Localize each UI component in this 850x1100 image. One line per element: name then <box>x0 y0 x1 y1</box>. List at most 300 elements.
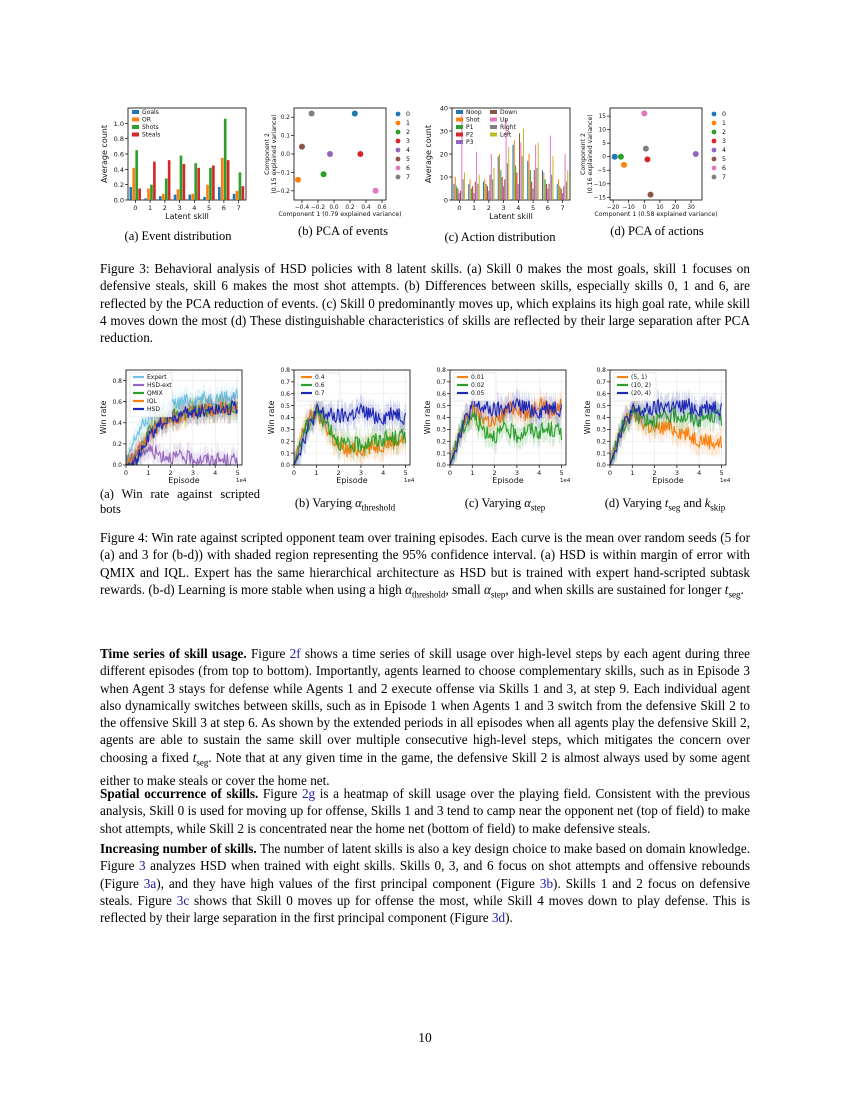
x-tick-label: 3 <box>190 469 195 477</box>
y-tick-label: 0 <box>602 154 606 161</box>
legend-label: 5 <box>722 156 726 163</box>
bar <box>483 182 484 200</box>
bar <box>566 182 567 200</box>
y-axis-label: Average count <box>100 125 109 183</box>
y-tick-label: 0.0 <box>113 196 124 205</box>
y-tick-label: 0.0 <box>436 462 446 470</box>
x-tick-label: 1 <box>472 204 477 212</box>
x-tick-label: 0 <box>133 204 138 212</box>
legend-label: 1 <box>406 120 410 127</box>
legend-marker <box>396 148 401 153</box>
bar <box>515 166 516 201</box>
y-tick-label: 0.4 <box>280 414 290 422</box>
legend-swatch <box>456 110 463 114</box>
bar <box>532 189 533 201</box>
x-tick-label: 5 <box>531 204 536 212</box>
bar <box>468 184 469 200</box>
fig3a-bar-chart <box>100 108 246 220</box>
scatter-point <box>321 171 327 177</box>
bar <box>557 184 558 200</box>
figure-ref-link[interactable]: 3c <box>176 892 190 908</box>
y-tick-label: 0.7 <box>596 379 606 387</box>
x-exponent: 1e4 <box>236 478 247 484</box>
paragraph-time-series: Time series of skill usage. Figure 2f shows a time series of skill usage over high-level steps by each agent during three different episodes (from top to bottom). Importantly, agents learned to choose complementary skills, such as in Episode 3 when Agent 3 stays for defense while Agents 1 and 2 execute offense via Skills 1 and 3, at step 9. Each individual agent also dynamically switches between skills, such as in Episode 1 when Agents 1 and 3 switch from the defensive Skill 2 to the offensive Skill 3 at step 6. As shown by the extended periods in all episodes when all agents play the defensive Skill 2, agents are able to sustain the same skill over multiple consecutive high-level steps, which mitigates the concern over choosing a fixed $t_{seg}$. Note that at any given time in the game, the defensive Skill 2 is almost always used by some agent either to make steals or cover the home net. <box>100 646 751 788</box>
y-tick-label: 0.2 <box>113 181 124 190</box>
bar <box>242 186 245 200</box>
bar <box>490 175 491 200</box>
legend-marker <box>396 121 401 126</box>
bar <box>147 189 150 201</box>
bar <box>502 177 503 200</box>
y-tick-label: 0.8 <box>436 367 446 375</box>
y-tick-label: 0.5 <box>436 402 446 410</box>
legend-label: 7 <box>406 174 410 181</box>
legend-marker <box>712 121 717 126</box>
legend-label: 3 <box>406 138 410 145</box>
bar <box>503 186 504 200</box>
y-tick-label: 0.3 <box>436 426 446 434</box>
y-axis-label-2: (0.15 explained variance) <box>271 114 278 194</box>
legend-label: (5, 1) <box>631 374 648 381</box>
bar <box>476 152 477 200</box>
legend-label: OR <box>142 116 151 124</box>
legend-label: QMIX <box>147 390 163 397</box>
x-tick-label: 4 <box>516 204 521 212</box>
x-tick-label: 0 <box>642 205 647 211</box>
bar <box>484 179 485 200</box>
y-tick-label: −5 <box>597 168 606 175</box>
legend-swatch <box>456 133 463 137</box>
x-axis-label: Episode <box>336 476 368 485</box>
bar <box>491 154 492 200</box>
x-axis-label: Component 1 (0.79 explained variance) <box>278 211 402 218</box>
y-tick-label: 0.0 <box>112 462 122 470</box>
legend-marker <box>396 112 401 117</box>
bar <box>487 186 488 200</box>
bar <box>456 186 457 200</box>
bar <box>203 197 206 200</box>
y-tick-label: 0.6 <box>113 150 124 159</box>
y-tick-label: 0.8 <box>113 135 124 144</box>
y-tick-label: 10 <box>598 127 606 134</box>
bar <box>129 187 132 200</box>
bar <box>550 136 551 200</box>
legend-label: 0.05 <box>471 390 485 397</box>
bar <box>144 198 147 200</box>
bar <box>561 189 562 201</box>
bar <box>500 170 501 200</box>
bar <box>218 187 221 200</box>
legend-marker <box>712 175 717 180</box>
bar <box>463 179 464 200</box>
fig4b-subcaption-prefix: (b) Varying <box>294 496 356 510</box>
scatter-point <box>621 162 627 168</box>
bar <box>520 143 521 201</box>
x-tick-label: 2 <box>336 469 341 477</box>
legend-marker <box>712 112 717 117</box>
bar <box>534 170 535 200</box>
bar <box>183 164 186 200</box>
figure-4-plots <box>98 362 758 487</box>
bar <box>563 186 564 200</box>
bar <box>486 184 487 200</box>
bar <box>236 191 239 200</box>
y-tick-label: 0.8 <box>280 367 290 375</box>
x-tick-label: 2 <box>168 469 173 477</box>
legend-label: 0.01 <box>471 374 485 381</box>
bar <box>523 129 524 200</box>
legend-label: Steals <box>142 131 161 139</box>
x-tick-label: 0.4 <box>361 205 371 211</box>
figure-ref-link[interactable]: 3a <box>143 875 157 891</box>
bar <box>479 175 480 200</box>
paragraph-heading: Spatial occurrence of skills. <box>100 786 259 801</box>
legend-marker <box>712 130 717 135</box>
x-tick-label: 1 <box>630 469 635 477</box>
y-tick-label: 15 <box>598 114 606 121</box>
x-tick-label: 1 <box>146 469 151 477</box>
legend-label: 1 <box>722 120 726 127</box>
x-tick-label: −0.2 <box>310 205 326 211</box>
bar <box>209 168 212 200</box>
bar <box>455 177 456 200</box>
bar <box>551 175 552 200</box>
legend-label: 2 <box>406 129 410 136</box>
legend-label: 2 <box>722 129 726 136</box>
legend-label: 0.7 <box>315 390 325 397</box>
fig3d-subcaption: (d) PCA of actions <box>610 224 704 238</box>
legend-label: 4 <box>722 147 726 154</box>
fig3d-scatter <box>580 108 726 218</box>
legend-label: Noop <box>466 109 482 116</box>
y-tick-label: 0.4 <box>112 419 122 427</box>
fig3a-subcaption: (a) Event distribution <box>124 229 232 243</box>
fig3b-subcaption: (b) PCA of events <box>298 224 388 238</box>
x-tick-label: 3 <box>358 469 363 477</box>
legend-swatch <box>132 133 139 137</box>
y-tick-label: 0.2 <box>280 438 290 446</box>
bar <box>529 154 530 200</box>
legend-label: Down <box>500 109 518 116</box>
bar <box>174 195 177 200</box>
y-tick-label: 0.2 <box>436 438 446 446</box>
figure-ref-link[interactable]: 3b <box>539 875 554 891</box>
y-tick-label: −0.1 <box>275 170 290 177</box>
legend-marker <box>396 166 401 171</box>
y-tick-label: 0.4 <box>113 165 124 174</box>
legend-swatch <box>490 133 497 137</box>
x-tick-label: 4 <box>192 204 197 212</box>
fig4d-subcaption: (d) Varying $t_{seg}$ and $k_{skip}$ <box>604 496 726 513</box>
scatter-point <box>641 110 647 116</box>
y-tick-label: 0.5 <box>280 402 290 410</box>
scatter-point <box>612 154 618 160</box>
figure-ref-link[interactable]: 3d <box>491 910 506 926</box>
bar <box>473 193 474 200</box>
scatter-point <box>643 146 649 152</box>
x-axis-label: Episode <box>492 476 524 485</box>
x-tick-label: 10 <box>656 205 664 211</box>
bar <box>512 145 513 200</box>
y-tick-label: 0.6 <box>596 390 606 398</box>
x-axis-label: Latent skill <box>165 212 209 220</box>
bar <box>460 191 461 200</box>
legend-label: 0.6 <box>315 382 325 389</box>
legend-label: 3 <box>722 138 726 145</box>
bar <box>518 184 519 200</box>
bar <box>543 172 544 200</box>
bar <box>206 185 209 200</box>
legend-marker <box>712 157 717 162</box>
legend-label: Left <box>500 131 512 139</box>
page-number: 10 <box>418 1030 432 1045</box>
bar <box>459 193 460 200</box>
legend-marker <box>712 166 717 171</box>
bar <box>233 194 236 200</box>
y-tick-label: 0.1 <box>280 133 290 140</box>
legend-swatch <box>456 118 463 122</box>
y-tick-label: 30 <box>439 127 448 136</box>
y-tick-label: 40 <box>439 104 448 113</box>
plot-frame <box>610 108 702 200</box>
fig4d-line-chart <box>583 367 731 485</box>
bar <box>546 184 547 200</box>
x-exponent: 1e4 <box>720 478 731 484</box>
y-axis-label: Component 2 <box>264 133 271 175</box>
bar <box>531 182 532 200</box>
y-axis-label: Win rate <box>99 400 108 435</box>
y-tick-label: 0.0 <box>280 462 290 470</box>
x-tick-label: 5 <box>207 204 212 212</box>
bar <box>464 172 465 200</box>
y-tick-label: 0.0 <box>280 152 290 158</box>
legend-swatch <box>490 118 497 122</box>
legend-swatch <box>456 140 463 144</box>
bar <box>545 179 546 200</box>
x-tick-label: 3 <box>177 204 182 212</box>
y-axis-label-2: (0.16 explained variance) <box>587 114 594 194</box>
legend-label: (10, 2) <box>631 382 651 389</box>
y-tick-label: 0.3 <box>280 426 290 434</box>
bar <box>547 189 548 201</box>
legend-label: 5 <box>406 156 410 163</box>
legend-label: Up <box>500 116 509 124</box>
bar <box>457 189 458 201</box>
y-tick-label: 0.8 <box>112 377 122 385</box>
x-tick-label: 3 <box>501 204 506 212</box>
legend-label: P1 <box>466 124 474 131</box>
bar <box>132 168 135 200</box>
x-tick-label: −10 <box>622 205 635 211</box>
bar <box>493 168 494 200</box>
figure-3-caption: Figure 3: Behavioral analysis of HSD policies with 8 latent skills. (a) Skill 0 makes the most goals, skill 1 focuses on defensive steals, skill 6 makes the most shot attempts. (b) Differences between skills, especially skills 0, 1 and 6, are reflected by the PCA reduction of events. (c) Skill 0 predominantly moves up, which explains its high goal rate, while skill 4 moves down the most (d) These distinguishable characteristics of skills are reflected by their large separation after PCA reduction. <box>100 261 750 346</box>
bar <box>498 156 499 200</box>
fig4b-subcaption-sub: threshold <box>361 502 396 513</box>
paragraph-heading: Increasing number of skills. <box>100 841 257 856</box>
bar <box>519 133 520 200</box>
fig4b-subcaption <box>270 496 420 516</box>
x-tick-label: −0.4 <box>294 205 310 211</box>
paragraph-spatial: Spatial occurrence of skills. Figure 2g is a heatmap of skill usage over the playing field. Consistent with the previous analysis, Skill 0 is used for moving up for offense, Skills 1 and 3 tend to camp near the opponent net (top of field) to make shot attempts, while Skill 2 is concentrated near the home net (bottom of field) to make defensive steals. <box>100 786 750 836</box>
bar <box>507 163 508 200</box>
fig4a-line-chart <box>99 370 247 485</box>
scatter-point <box>327 151 333 157</box>
legend-marker <box>712 148 717 153</box>
bar <box>552 156 553 200</box>
x-axis-label: Episode <box>168 476 200 485</box>
bar <box>558 179 559 200</box>
bar <box>197 168 200 200</box>
x-tick-label: 0 <box>457 204 462 212</box>
y-tick-label: 20 <box>439 150 448 159</box>
bar <box>567 170 568 200</box>
y-tick-label: 0.7 <box>280 379 290 387</box>
x-tick-label: 0 <box>291 469 297 477</box>
x-tick-label: 4 <box>213 469 218 477</box>
legend-label: Shot <box>466 116 480 124</box>
x-tick-label: 7 <box>236 204 241 212</box>
legend-label: 6 <box>722 165 726 172</box>
fig4c-subcaption-symbol: α <box>524 496 531 510</box>
x-tick-label: 0 <box>447 469 453 477</box>
y-tick-label: 0.2 <box>596 438 606 446</box>
bar <box>194 163 197 200</box>
bar <box>471 189 472 201</box>
bar <box>227 160 230 200</box>
x-tick-label: 6 <box>545 204 550 212</box>
x-tick-label: 2 <box>162 204 167 212</box>
x-tick-label: 2 <box>486 204 491 212</box>
x-tick-label: 5 <box>403 469 408 477</box>
bar <box>565 154 566 200</box>
y-tick-label: 0.3 <box>596 426 606 434</box>
x-tick-label: 4 <box>381 469 386 477</box>
y-tick-label: 0.6 <box>280 390 290 398</box>
legend-label: 4 <box>406 147 410 154</box>
bar <box>221 158 224 200</box>
x-tick-label: 1 <box>470 469 475 477</box>
fig4d-subcaption-prefix: (d) Varying <box>604 496 665 510</box>
x-tick-label: 5 <box>235 469 240 477</box>
y-tick-label: 0.2 <box>112 441 122 449</box>
scatter-point <box>352 111 358 117</box>
fig4a-subcaption: (a) Win rate against scripted bots <box>100 487 260 516</box>
x-tick-label: 2 <box>492 469 497 477</box>
bar <box>562 193 563 200</box>
legend-label: 0 <box>406 111 410 118</box>
bar <box>472 186 473 200</box>
legend-marker <box>396 157 401 162</box>
bar <box>508 147 509 200</box>
legend-marker <box>712 139 717 144</box>
x-exponent: 1e4 <box>560 478 571 484</box>
x-axis-label: Component 1 (0.58 explained variance) <box>594 211 718 218</box>
x-tick-label: 4 <box>697 469 702 477</box>
bar <box>504 179 505 200</box>
x-tick-label: 5 <box>719 469 724 477</box>
legend-label: Goals <box>142 109 159 116</box>
fig4b-subcaption-symbol: α <box>355 496 362 510</box>
legend-label: 0.4 <box>315 374 325 381</box>
y-axis-label: Win rate <box>583 400 592 435</box>
y-tick-label: 0.4 <box>436 414 446 422</box>
figure-ref-link[interactable]: 3 <box>138 858 146 874</box>
fig4c-subcaption <box>430 496 580 516</box>
y-tick-label: 0.2 <box>280 115 290 122</box>
legend-label: 0.02 <box>471 382 485 389</box>
fig3b-scatter <box>264 108 410 218</box>
y-axis-label: Average count <box>424 125 433 183</box>
x-tick-label: 5 <box>559 469 564 477</box>
bar <box>516 172 517 200</box>
legend-label: 6 <box>406 165 410 172</box>
x-tick-label: 0 <box>123 469 129 477</box>
x-tick-label: 7 <box>560 204 565 212</box>
scatter-point <box>299 144 305 150</box>
x-tick-label: 1 <box>148 204 153 212</box>
legend-marker <box>396 175 401 180</box>
figure-3-plots <box>98 100 758 220</box>
bar <box>162 194 165 200</box>
bar <box>188 195 191 200</box>
bar <box>165 179 168 200</box>
legend-label: 0 <box>722 111 726 118</box>
y-tick-label: 0.5 <box>596 402 606 410</box>
bar <box>536 168 537 200</box>
x-exponent: 1e4 <box>404 478 415 484</box>
bar <box>530 170 531 200</box>
bar <box>177 189 180 200</box>
x-tick-label: 3 <box>514 469 519 477</box>
legend-label: P3 <box>466 139 474 146</box>
bar <box>535 145 536 200</box>
y-tick-label: 0.6 <box>112 398 122 406</box>
bar <box>475 182 476 200</box>
bar <box>224 119 227 200</box>
scatter-point <box>644 156 650 162</box>
x-axis-label: Latent skill <box>489 212 533 220</box>
x-tick-label: 0.2 <box>345 205 355 211</box>
legend-swatch <box>132 125 139 129</box>
x-axis-label: Episode <box>652 476 684 485</box>
y-tick-label: 0.7 <box>436 379 446 387</box>
bar <box>153 162 156 200</box>
figure-ref-link[interactable]: 2f <box>289 646 301 661</box>
y-tick-label: 10 <box>439 173 448 182</box>
legend-label: P2 <box>466 131 474 139</box>
bar <box>559 186 560 200</box>
y-tick-label: −10 <box>593 181 606 188</box>
legend-marker <box>396 139 401 144</box>
fig4c-subcaption-prefix: (c) Varying <box>464 496 525 510</box>
paragraph-heading: Time series of skill usage. <box>100 646 247 661</box>
figure-ref-link[interactable]: 2g <box>301 786 316 801</box>
y-tick-label: 0.1 <box>596 450 606 458</box>
scatter-point <box>618 154 624 160</box>
scatter-point <box>693 151 699 157</box>
x-tick-label: 3 <box>674 469 679 477</box>
legend-label: Expert <box>147 374 167 381</box>
scatter-point <box>295 177 301 183</box>
legend-label: HSD <box>147 406 160 413</box>
fig4b-line-chart <box>267 367 415 485</box>
y-tick-label: 0.6 <box>436 390 446 398</box>
fig3c-subcaption: (c) Action distribution <box>444 230 556 244</box>
x-tick-label: −20 <box>607 205 620 211</box>
y-tick-label: 0 <box>443 196 448 205</box>
x-tick-label: 0.0 <box>329 205 339 211</box>
x-tick-label: 2 <box>652 469 657 477</box>
